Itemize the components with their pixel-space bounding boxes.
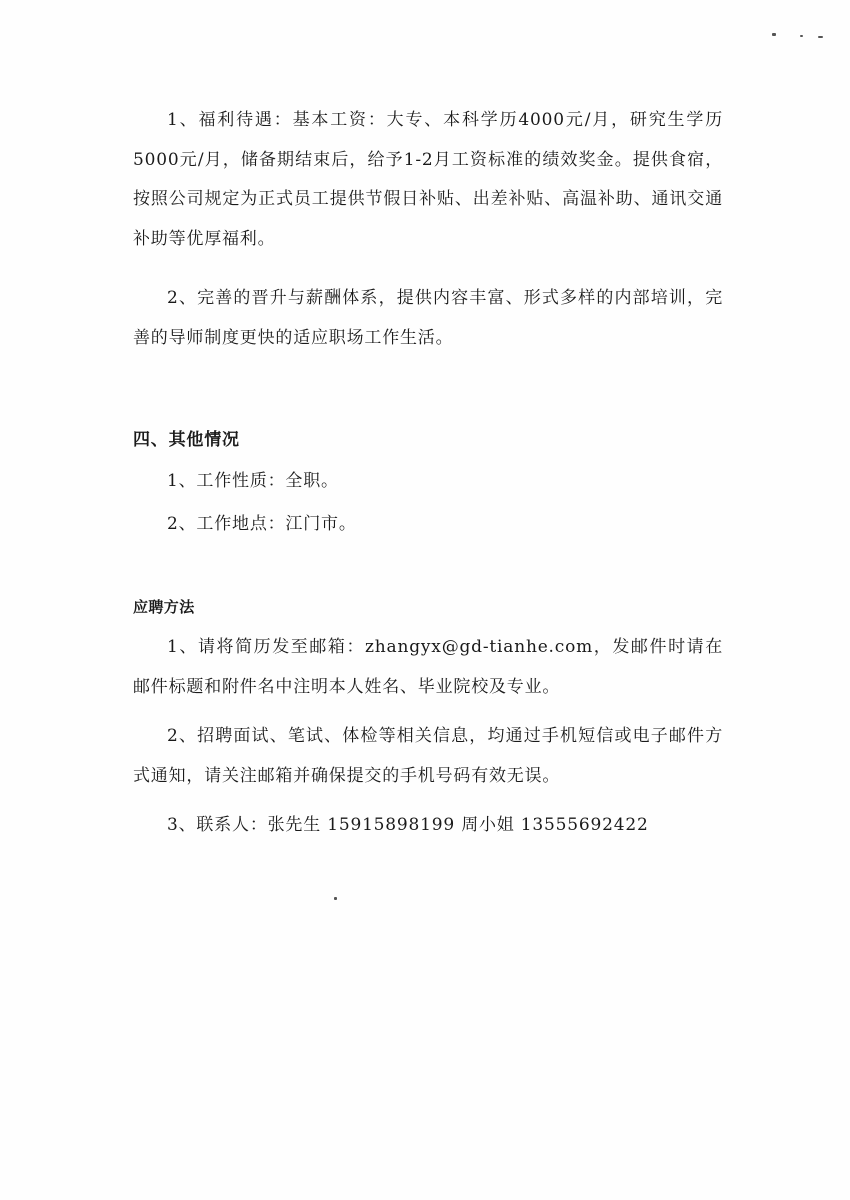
apply-item-2: 2、招聘面试、笔试、体检等相关信息，均通过手机短信或电子邮件方式通知，请关注邮箱并确保提交的手机号码有效无误。 bbox=[133, 726, 723, 786]
scan-speck bbox=[818, 36, 823, 38]
job-location: 2、工作地点：江门市。 bbox=[167, 514, 357, 534]
scan-speck bbox=[800, 35, 803, 37]
scan-speck bbox=[772, 33, 776, 36]
job-nature: 1、工作性质：全职。 bbox=[167, 471, 339, 491]
scan-speck bbox=[334, 897, 337, 900]
section-4-title: 四、其他情况 bbox=[133, 430, 240, 450]
benefits-item-1: 1、福利待遇：基本工资：大专、本科学历4000元/月，研究生学历5000元/月，储备期结束后，给予1-2月工资标准的绩效奖金。提供食宿，按照公司规定为正式员工提供节假日补贴、出差补贴、高温补助、通讯交通补助等优厚福利。 bbox=[133, 110, 723, 249]
benefits-item-2: 2、完善的晋升与薪酬体系，提供内容丰富、形式多样的内部培训，完善的导师制度更快的适应职场工作生活。 bbox=[133, 288, 723, 348]
application-method-title: 应聘方法 bbox=[133, 598, 195, 616]
apply-item-1: 1、请将简历发至邮箱：zhangyx@gd-tianhe.com，发邮件时请在邮件标题和附件名中注明本人姓名、毕业院校及专业。 bbox=[133, 637, 723, 697]
contact-info: 3、联系人：张先生 15915898199 周小姐 13555692422 bbox=[167, 815, 649, 835]
